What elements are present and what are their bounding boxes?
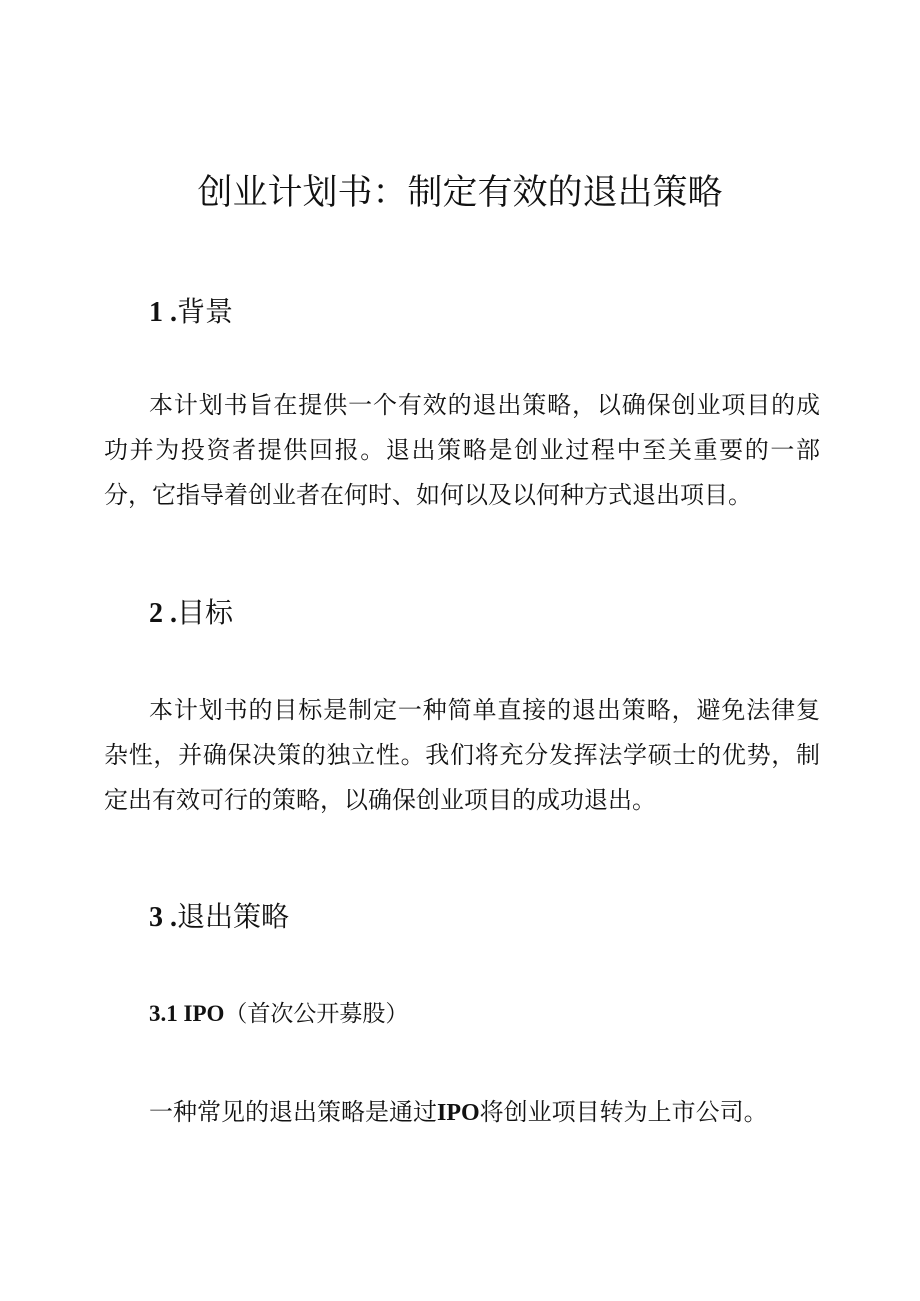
section-heading-exit-strategy — [149, 900, 289, 935]
section-paragraph-background: 本计划书旨在提供一个有效的退出策略，以确保创业项目的成功并为投资者提供回报。退出策略是创业过程中至关重要的一部分，它指导着创业者在何时、如何以及以何种方式退出项目。 — [104, 391, 820, 509]
section-number: 3 . — [149, 902, 177, 933]
section-paragraph-goals: 本计划书的目标是制定一种简单直接的退出策略，避免法律复杂性，并确保决策的独立性。我们将充分发挥法学硕士的优势，制定出有效可行的策略，以确保创业项目的成功退出。 — [104, 696, 820, 814]
document-title: 创业计划书：制定有效的退出策略 — [197, 173, 723, 213]
subsection-title: （首次公开募股） — [224, 1001, 409, 1027]
paragraph-text: 一种常见的退出策略是通过 — [149, 1098, 437, 1126]
paragraph-text: 将创业项目转为上市公司。 — [479, 1098, 768, 1126]
section-title: 退出策略 — [177, 900, 290, 933]
section-number: 1 . — [149, 297, 177, 328]
section-number: 2 . — [149, 598, 177, 629]
section-heading-background — [149, 295, 233, 330]
subsection-paragraph-ipo — [104, 1090, 820, 1136]
section-title: 背景 — [177, 295, 234, 328]
section-title: 目标 — [177, 596, 234, 629]
subsection-heading-ipo — [149, 1000, 408, 1029]
ipo-term: IPO — [437, 1100, 480, 1126]
section-heading-goals — [149, 596, 233, 631]
subsection-number: 3.1 IPO — [149, 1001, 225, 1026]
